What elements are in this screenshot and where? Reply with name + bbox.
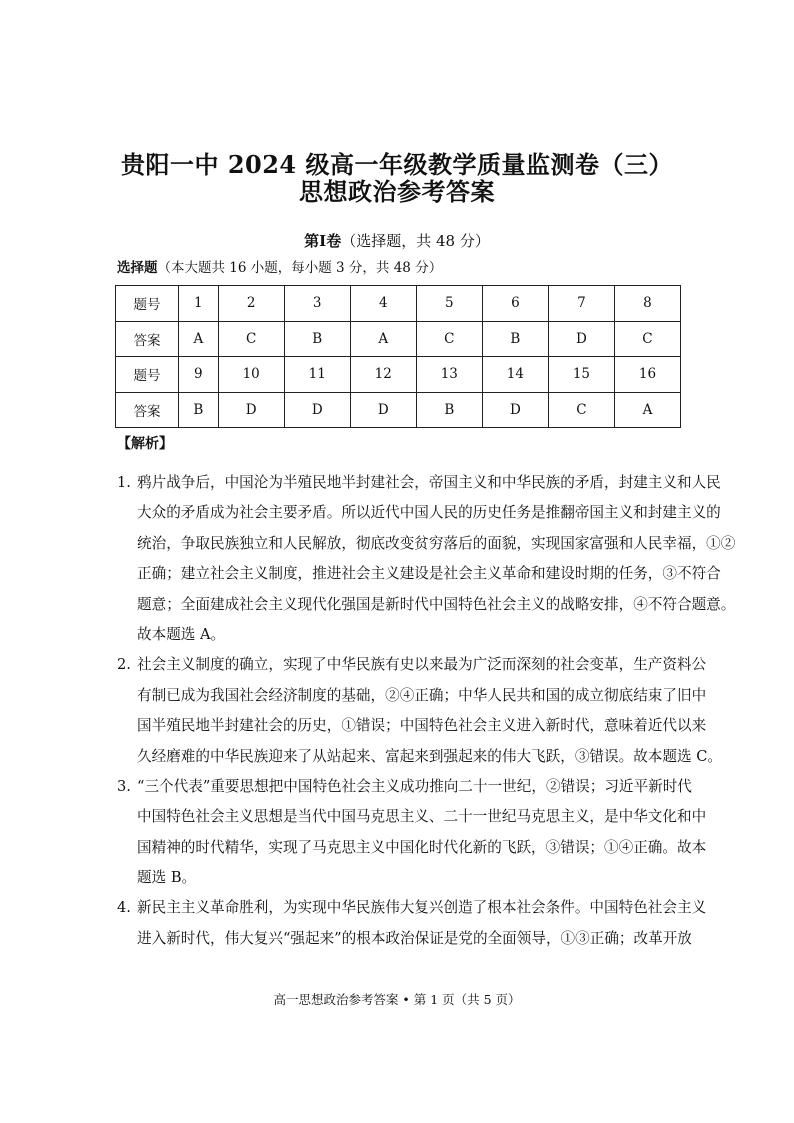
analysis-text: 鸦片战争后，中国沦为半殖民地半封建社会，帝国主义和中华民族的矛盾，封建主义和人民 bbox=[137, 474, 721, 491]
analysis-line bbox=[117, 806, 707, 836]
item-number: 4. bbox=[117, 899, 131, 917]
analysis-line bbox=[117, 624, 683, 654]
analysis-text: 题意；全面建成社会主义现代化强国是新时代中国特色社会主义的战略安排，④不符合题意。 bbox=[137, 595, 736, 613]
analysis-line bbox=[117, 563, 721, 593]
analysis-line bbox=[117, 533, 736, 563]
table-cell: 8 bbox=[614, 286, 680, 322]
question-type-rest: （本大题共 16 小题，每小题 3 分，共 48 分） bbox=[157, 260, 443, 276]
item-number: 1. bbox=[117, 474, 131, 491]
table-cell: D bbox=[218, 392, 284, 428]
row-header: 题号 bbox=[116, 357, 179, 393]
table-cell: D bbox=[548, 321, 614, 357]
question-type-heading bbox=[117, 256, 442, 276]
analysis-line bbox=[117, 594, 736, 624]
table-cell: B bbox=[179, 392, 219, 428]
table-cell: 9 bbox=[179, 357, 219, 393]
section-heading-bold: 第Ⅰ卷 bbox=[304, 232, 342, 250]
analysis-text: “三个代表”重要思想把中国特色社会主义成功推向二十一世纪，②错误；习近平新时代 bbox=[137, 777, 692, 795]
answer-table bbox=[115, 285, 681, 428]
table-cell: A bbox=[614, 392, 680, 428]
analysis-text: 国精神的时代精华，实现了马克思主义中国化时代化新的飞跃，③错误；①④正确。故本 bbox=[137, 838, 707, 856]
table-cell: 7 bbox=[548, 286, 614, 322]
analysis-text: 中国特色社会主义思想是当代中国马克思主义、二十一世纪马克思主义，是中华文化和中 bbox=[137, 808, 707, 826]
table-cell: B bbox=[416, 392, 482, 428]
table-cell: A bbox=[350, 321, 416, 357]
analysis-text: 国半殖民地半封建社会的历史，①错误；中国特色社会主义进入新时代，意味着近代以来 bbox=[137, 717, 707, 735]
table-row bbox=[116, 392, 681, 428]
row-header: 答案 bbox=[116, 321, 179, 357]
table-cell: 16 bbox=[614, 357, 680, 393]
table-row bbox=[116, 357, 681, 393]
table-cell: 4 bbox=[350, 286, 416, 322]
analysis-label: 【解析】 bbox=[117, 436, 173, 452]
analysis-line bbox=[117, 746, 722, 776]
table-cell: 1 bbox=[179, 286, 219, 322]
item-number: 3. bbox=[117, 777, 131, 795]
analysis-text: 正确；建立社会主义制度，推进社会主义建设是社会主义革命和建设时期的任务，③不符合 bbox=[137, 565, 721, 583]
table-cell: C bbox=[416, 321, 482, 357]
question-type-bold: 选择题 bbox=[117, 260, 158, 276]
document-subtitle: 思想政治参考答案 bbox=[299, 177, 495, 206]
analysis-text: 题选 B。 bbox=[137, 869, 197, 887]
table-cell: D bbox=[482, 392, 548, 428]
table-cell: D bbox=[284, 392, 350, 428]
analysis-text: 故本题选 A。 bbox=[137, 625, 226, 643]
analysis-line bbox=[117, 472, 721, 502]
analysis-list bbox=[117, 472, 736, 958]
table-cell: B bbox=[284, 321, 350, 357]
table-row bbox=[116, 286, 681, 322]
page-footer: 高一思想政治参考答案 • 第 1 页（共 5 页） bbox=[273, 992, 521, 1007]
analysis-line bbox=[117, 715, 707, 745]
analysis-line bbox=[117, 502, 721, 532]
table-cell: 13 bbox=[416, 357, 482, 393]
table-cell: 5 bbox=[416, 286, 482, 322]
table-cell: 3 bbox=[284, 286, 350, 322]
analysis-text: 社会主义制度的确立，实现了中华民族有史以来最为广泛而深刻的社会变革，生产资料公 bbox=[137, 656, 707, 674]
analysis-text: 大众的矛盾成为社会主要矛盾。所以近代中国人民的历史任务是推翻帝国主义和封建主义的 bbox=[137, 504, 721, 522]
analysis-text: 新民主主义革命胜利，为实现中华民族伟大复兴创造了根本社会条件。中国特色社会主义 bbox=[137, 899, 707, 917]
analysis-line bbox=[117, 867, 683, 897]
analysis-text: 有制已成为我国社会经济制度的基础，②④正确；中华人民共和国的成立彻底结束了旧中 bbox=[137, 686, 707, 704]
analysis-line bbox=[117, 654, 707, 684]
table-cell: 6 bbox=[482, 286, 548, 322]
table-row bbox=[116, 321, 681, 357]
analysis-text: 进入新时代，伟大复兴“强起来”的根本政治保证是党的全面领导，①③正确；改革开放 bbox=[137, 929, 692, 947]
analysis-line bbox=[117, 776, 692, 806]
section-heading-rest: （选择题，共 48 分） bbox=[341, 232, 490, 250]
table-cell: B bbox=[482, 321, 548, 357]
table-cell: 11 bbox=[284, 357, 350, 393]
table-cell: 10 bbox=[218, 357, 284, 393]
table-cell: 2 bbox=[218, 286, 284, 322]
analysis-text: 久经磨难的中华民族迎来了从站起来、富起来到强起来的伟大飞跃，③错误。故本题选 C。 bbox=[137, 747, 722, 765]
row-header: 题号 bbox=[116, 286, 179, 322]
table-cell: C bbox=[218, 321, 284, 357]
table-cell: D bbox=[350, 392, 416, 428]
document-title: 贵阳一中 2024 级高一年级教学质量监测卷（三） bbox=[120, 150, 673, 179]
analysis-text: 统治，争取民族独立和人民解放，彻底改变贫穷落后的面貌，实现国家富强和人民幸福，①② bbox=[137, 534, 736, 552]
item-number: 2. bbox=[117, 656, 131, 674]
analysis-line bbox=[117, 928, 692, 958]
analysis-line bbox=[117, 837, 707, 867]
table-cell: C bbox=[548, 392, 614, 428]
table-cell: 14 bbox=[482, 357, 548, 393]
section-heading bbox=[0, 230, 794, 251]
table-cell: 12 bbox=[350, 357, 416, 393]
analysis-line bbox=[117, 685, 707, 715]
table-cell: A bbox=[179, 321, 219, 357]
table-cell: C bbox=[614, 321, 680, 357]
table-cell: 15 bbox=[548, 357, 614, 393]
analysis-line bbox=[117, 897, 707, 927]
row-header: 答案 bbox=[116, 392, 179, 428]
